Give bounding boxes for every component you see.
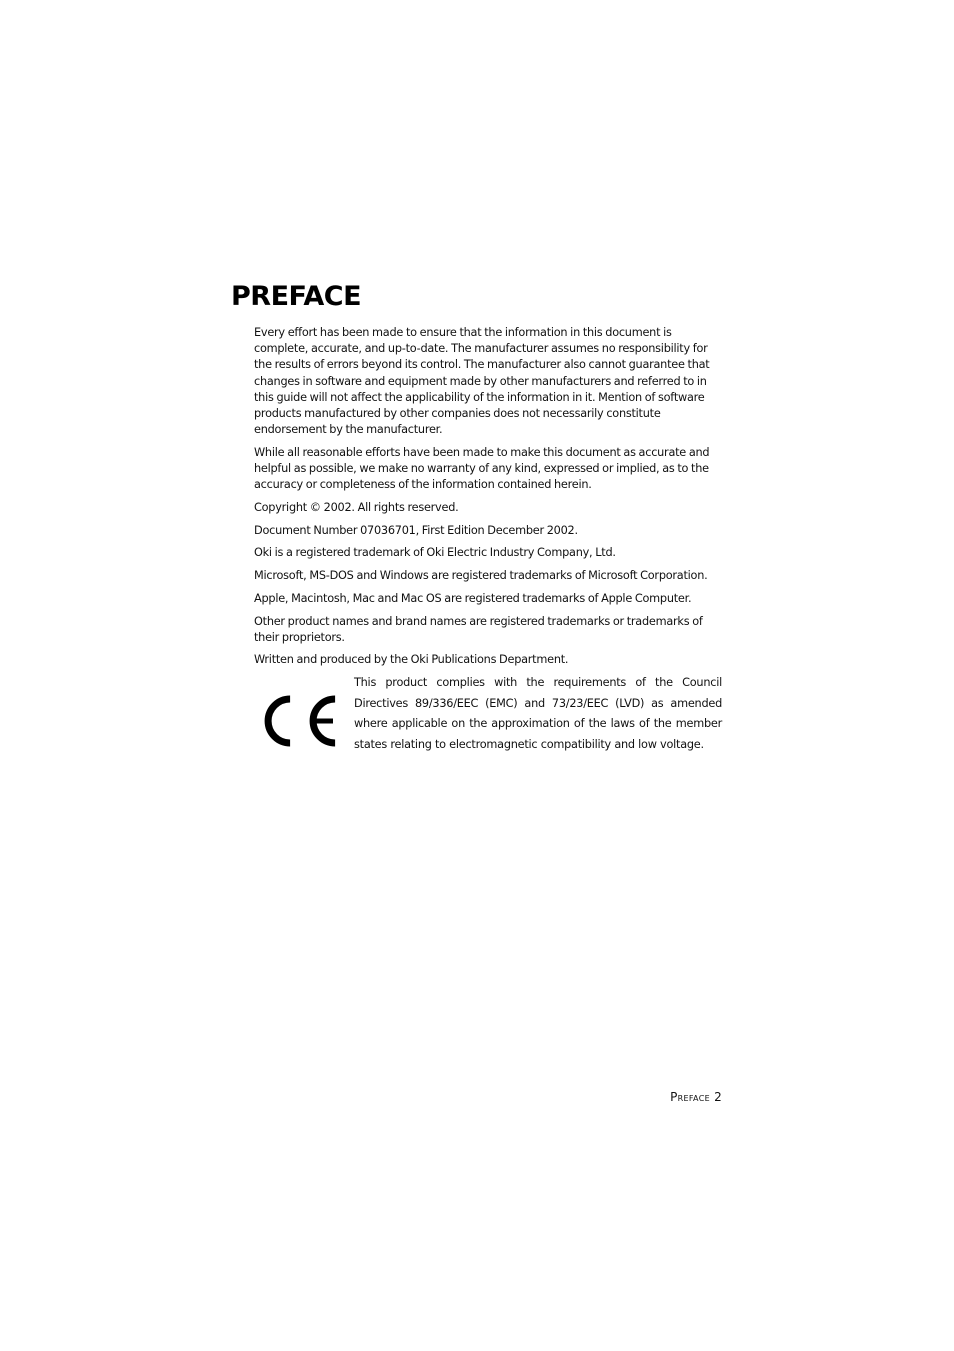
footer-page-number: 2	[714, 1090, 722, 1104]
page-title: PREFACE	[231, 281, 362, 312]
copyright-line: Copyright © 2002. All rights reserved.	[254, 501, 459, 515]
ce-compliance-block	[254, 673, 722, 757]
warranty-paragraph: While all reasonable efforts have been made to make this document as accurate and helpful as possible, we make no warranty of any kind, expressed or implied, as to the accuracy or completeness of the information contained herein.	[254, 445, 710, 492]
document-number-line: Document Number 07036701, First Edition December 2002.	[254, 523, 578, 537]
page-footer	[670, 1089, 722, 1105]
oki-trademark-line: Oki is a registered trademark of Oki Electric Industry Company, Ltd.	[254, 546, 616, 560]
other-trademarks-paragraph: Other product names and brand names are registered trademarks or trademarks of their proprietors.	[254, 614, 703, 644]
publications-credit-line: Written and produced by the Oki Publications Department.	[254, 653, 569, 667]
microsoft-trademark-line: Microsoft, MS-DOS and Windows are registered trademarks of Microsoft Corporation.	[254, 569, 708, 583]
footer-section-name: Preface	[670, 1090, 710, 1104]
disclaimer-paragraph: Every effort has been made to ensure that the information in this document is complete, accurate, and up-to-date. The manufacturer assumes no responsibility for the results of errors beyond its control. The manufacturer also cannot guarantee that changes in software and equipment made by other manufacturers and referred to in this guide will not affect the applicability of the information in it. Mention of software products manufactured by other companies does not necessarily constitute endorsement by the manufacturer.	[254, 326, 710, 437]
ce-compliance-text: This product complies with the requirements of the Council Directives 89/336/EEC (EMC) and 73/23/EEC (LVD) as amended where applicable on the approximation of the laws of the member states relating to electromagnetic compatibility and low voltage.	[354, 676, 722, 752]
ce-mark-icon	[260, 691, 340, 751]
preface-body	[254, 325, 722, 675]
apple-trademark-line: Apple, Macintosh, Mac and Mac OS are registered trademarks of Apple Computer.	[254, 591, 692, 605]
